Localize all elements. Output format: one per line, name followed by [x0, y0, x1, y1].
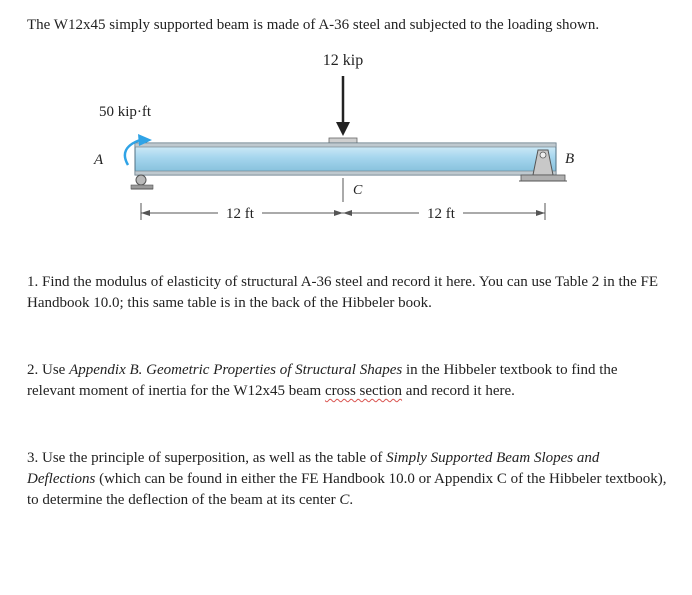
moment-label: 50 kip·ft [99, 104, 152, 120]
load-label: 12 kip [322, 52, 364, 69]
point-load-arrow [336, 76, 350, 136]
dimension-line [141, 203, 545, 220]
support-a-label: A [94, 152, 104, 168]
question-3-text: 3. Use the principle of superposition, as well as the table of [27, 450, 387, 466]
support-b-label: B [565, 151, 575, 167]
question-2-text: and record it here. [402, 383, 515, 399]
question-3-text: . [349, 492, 354, 508]
beam [135, 143, 556, 175]
spellcheck-underlined-text: cross section [324, 383, 403, 399]
dimension-left-label: 12 ft [226, 206, 254, 222]
dimension-right-label: 12 ft [427, 206, 455, 222]
problem-statement: The W12x45 simply supported beam is made of A-36 steel and subjected to the loading shown. [27, 17, 600, 33]
question-2-text: in the Hibbeler textbook to find the relevant moment of inertia for the W12x45 beam [27, 362, 618, 399]
question-3 [27, 448, 667, 511]
question-3-reference: Simply Supported Beam Slopes and Deflections [27, 450, 600, 487]
question-1: 1. Find the modulus of elasticity of structural A-36 steel and record it here. You can use Table 2 in the FE Handbook 10.0; this same table is in the back of the Hibbeler book. [27, 274, 659, 311]
question-2 [27, 360, 667, 402]
question-3-variable: C [339, 492, 350, 508]
support-a-roller [131, 175, 153, 189]
question-3-text: (which can be found in either the FE Handbook 10.0 or Appendix C of the Hibbeler textbook), to determine the deflection of the beam at its center [27, 471, 667, 508]
load-pad [329, 138, 357, 143]
beam-diagram [0, 0, 692, 250]
question-2-text: 2. Use [27, 362, 70, 378]
midpoint-label: C [353, 183, 363, 198]
question-2-reference: Appendix B. Geometric Properties of Structural Shapes [69, 362, 403, 378]
